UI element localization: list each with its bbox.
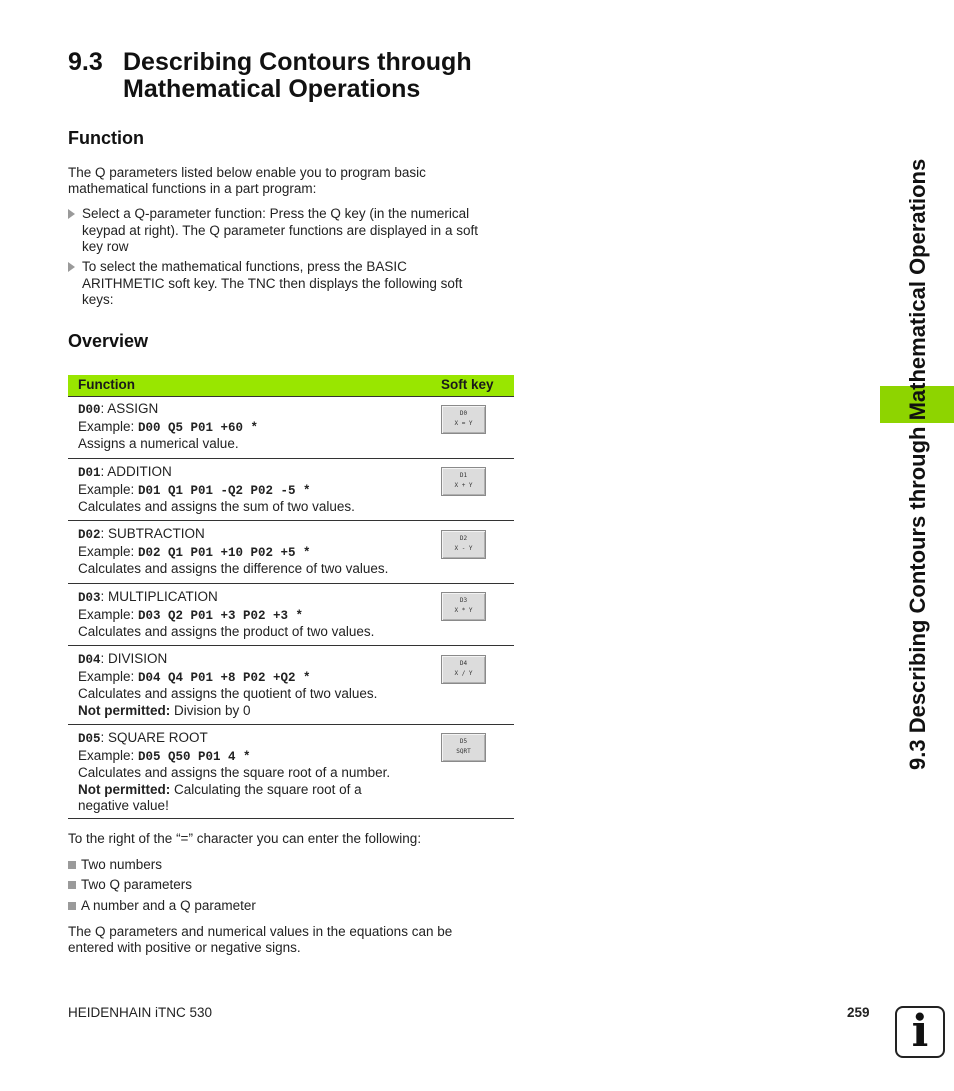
step-line: ARITHMETIC soft key. The TNC then displays the following soft — [82, 275, 463, 291]
softkey-label: D2 — [459, 535, 468, 542]
bullet-text: Two Q parameters — [81, 877, 193, 892]
function-description: Calculates and assigns the product of two values. — [78, 624, 375, 639]
step-line: keys: — [82, 292, 114, 307]
softkey-formula: X / Y — [454, 670, 473, 677]
softkey-d1[interactable] — [441, 467, 486, 496]
function-name: : ASSIGN — [100, 401, 159, 416]
example-label: Example: — [78, 668, 139, 684]
table-row — [78, 651, 438, 719]
example-code: D05 Q50 P01 4 * — [138, 749, 251, 764]
bullet-item — [68, 898, 368, 915]
function-name: : SQUARE ROOT — [100, 730, 208, 745]
function-name: : MULTIPLICATION — [100, 589, 218, 604]
example-label: Example: — [78, 747, 139, 763]
function-code: D03 — [78, 591, 101, 605]
example-label: Example: — [78, 481, 139, 497]
softkey-label: D4 — [459, 660, 468, 667]
arrow-right-icon — [68, 262, 75, 272]
function-name: : SUBTRACTION — [100, 526, 205, 541]
function-name: : ADDITION — [100, 464, 172, 479]
softkey-d5[interactable] — [441, 733, 486, 762]
function-code: D02 — [78, 528, 101, 542]
softkey-label: D3 — [459, 597, 468, 604]
bullet-text: Two numbers — [81, 857, 163, 872]
not-permitted-text: Division by 0 — [170, 702, 251, 718]
not-permitted-text-cont: negative value! — [78, 798, 169, 813]
bullet-text: A number and a Q parameter — [81, 898, 256, 913]
softkey-label: D5 — [459, 738, 468, 745]
table-row — [78, 526, 438, 578]
function-code: D04 — [78, 653, 101, 667]
example-label: Example: — [78, 418, 139, 434]
function-code: D00 — [78, 403, 101, 417]
table-header — [68, 375, 514, 397]
row-divider — [68, 458, 514, 459]
closing-line1: The Q parameters and numerical values in the equations can be — [68, 924, 453, 939]
row-divider — [68, 520, 514, 521]
table-row — [78, 401, 438, 453]
function-name: : DIVISION — [100, 651, 168, 666]
table-row — [78, 464, 438, 516]
function-description: Assigns a numerical value. — [78, 436, 239, 451]
square-bullet-icon — [68, 902, 76, 910]
function-code: D05 — [78, 732, 101, 746]
closing-line2: entered with positive or negative signs. — [68, 940, 301, 955]
softkey-d4[interactable] — [441, 655, 486, 684]
footer-product: HEIDENHAIN iTNC 530 — [68, 1005, 213, 1020]
column-header-function: Function — [78, 377, 135, 392]
page-number: 259 — [847, 1005, 870, 1020]
softkey-d0[interactable] — [441, 405, 486, 434]
example-label: Example: — [78, 606, 139, 622]
not-permitted-label: Not permitted: — [78, 702, 171, 718]
function-description: Calculates and assigns the sum of two values. — [78, 499, 355, 514]
example-code: D03 Q2 P01 +3 P02 +3 * — [138, 608, 304, 623]
softkey-formula: X * Y — [454, 607, 473, 614]
softkey-label: D1 — [459, 472, 468, 479]
example-code: D02 Q1 P01 +10 P02 +5 * — [138, 545, 311, 560]
step-line: keypad at right). The Q parameter functions are displayed in a soft — [82, 222, 478, 238]
arrow-right-icon — [68, 209, 75, 219]
sidebar-title: 9.3 Describing Contours through Mathematical Operations — [905, 158, 930, 770]
function-description: Calculates and assigns the difference of two values. — [78, 561, 389, 576]
step-item — [68, 259, 518, 309]
row-divider — [68, 645, 514, 646]
function-heading: Function — [68, 128, 144, 148]
square-bullet-icon — [68, 861, 76, 869]
table-bottom-rule — [68, 818, 514, 819]
function-intro-line2: mathematical functions in a part program: — [68, 181, 317, 196]
example-label: Example: — [78, 543, 139, 559]
softkey-formula: X = Y — [454, 420, 473, 427]
table-row — [78, 589, 438, 641]
step-item — [68, 206, 518, 256]
softkey-d3[interactable] — [441, 592, 486, 621]
section-number: 9.3 — [68, 48, 103, 76]
equals-intro: To the right of the “=” character you can enter the following: — [68, 831, 422, 846]
overview-heading: Overview — [68, 331, 149, 351]
softkey-formula: X - Y — [454, 545, 473, 552]
info-icon: i — [895, 1006, 945, 1058]
row-divider — [68, 583, 514, 584]
row-divider — [68, 724, 514, 725]
page-title-line1: Describing Contours through — [123, 48, 472, 76]
bullet-item — [68, 877, 368, 894]
step-line: Select a Q-parameter function: Press the Q key (in the numerical — [82, 206, 470, 221]
table-row — [78, 730, 438, 815]
example-code: D00 Q5 P01 +60 * — [138, 420, 259, 435]
page-title-line2: Mathematical Operations — [123, 75, 421, 103]
step-line: To select the mathematical functions, press the BASIC — [82, 259, 407, 274]
function-intro-line1: The Q parameters listed below enable you to program basic — [68, 165, 426, 180]
column-header-softkey: Soft key — [441, 377, 494, 392]
example-code: D04 Q4 P01 +8 P02 +Q2 * — [138, 670, 311, 685]
square-bullet-icon — [68, 881, 76, 889]
step-line: key row — [82, 239, 129, 254]
bullet-item — [68, 857, 368, 874]
function-description: Calculates and assigns the quotient of two values. — [78, 686, 378, 701]
not-permitted-text: Calculating the square root of a — [170, 781, 362, 797]
function-code: D01 — [78, 466, 101, 480]
example-code: D01 Q1 P01 -Q2 P02 -5 * — [138, 483, 311, 498]
softkey-formula: SQRT — [456, 748, 471, 755]
softkey-label: D0 — [459, 410, 468, 417]
softkey-formula: X + Y — [454, 482, 473, 489]
function-description: Calculates and assigns the square root of a number. — [78, 765, 391, 780]
not-permitted-label: Not permitted: — [78, 781, 171, 797]
softkey-d2[interactable] — [441, 530, 486, 559]
